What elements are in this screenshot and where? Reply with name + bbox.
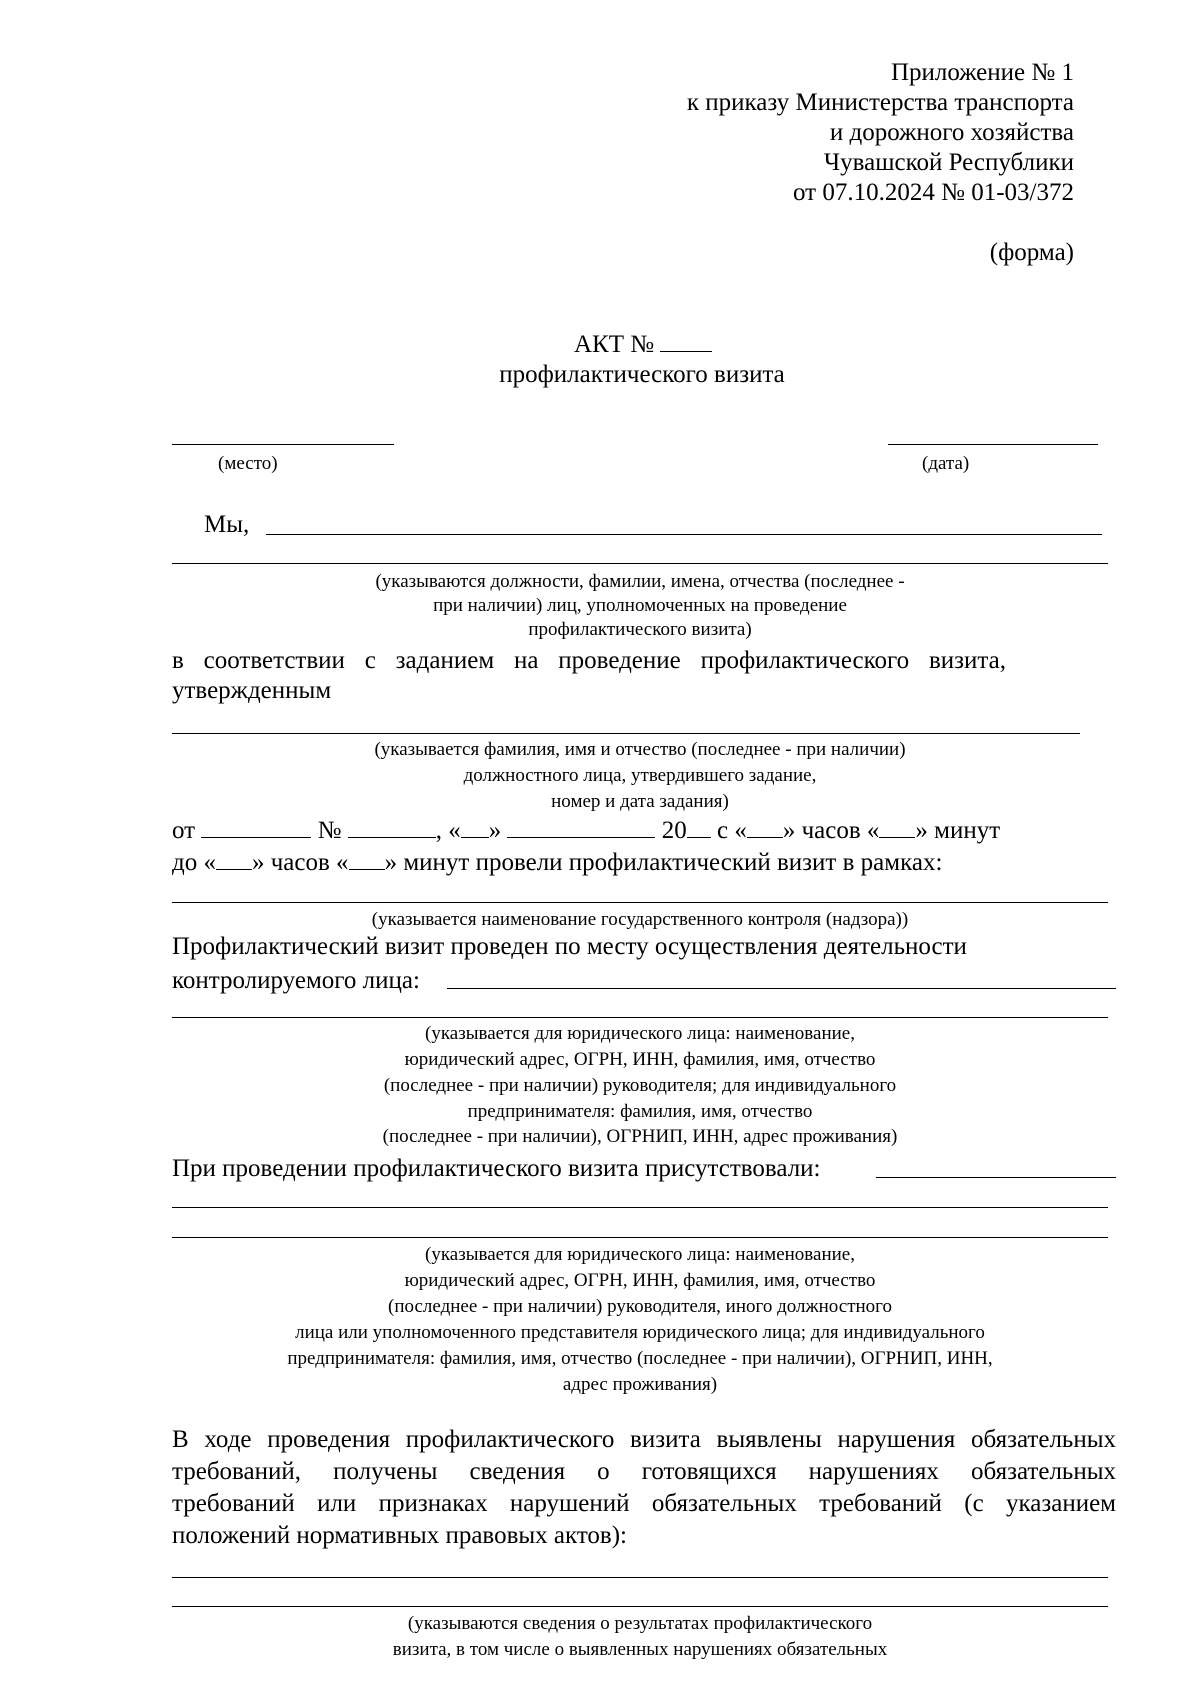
violations-text: требований, получены сведения о готовящихся нарушениях обязательных	[172, 1458, 1116, 1485]
caption-line: (последнее - при наличии), ОГРНИП, ИНН, адрес проживания)	[382, 1126, 898, 1147]
caption-line: номер и дата задания)	[551, 791, 729, 812]
dates-line-2: до « » часов « » минут провели профилактический визит в рамках:	[172, 849, 943, 876]
caption-line: (указывается наименование государственного контроля (надзора))	[371, 909, 909, 930]
caption-line: должностного лица, утвердившего задание,	[463, 765, 817, 786]
caption-line: визита, в том числе о выявленных нарушениях обязательных	[392, 1639, 888, 1660]
present-label: При проведении профилактического визита присутствовали:	[172, 1155, 821, 1182]
form-label: (форма)	[989, 239, 1074, 266]
approver-line	[172, 733, 1080, 734]
task-text: утвержденным	[172, 677, 332, 704]
caption-line: профилактического визита)	[528, 619, 752, 640]
caption-line: юридический адрес, ОГРН, ИНН, фамилия, имя, отчество	[404, 1270, 876, 1291]
violations-text: В ходе проведения профилактического визита выявлены нарушения обязательных	[172, 1426, 1116, 1453]
caption-line: предпринимателя: фамилия, имя, отчество (последнее - при наличии), ОГРНИП, ИНН,	[287, 1348, 993, 1369]
dates-line: от № , « » 20 с « » часов « » минут	[172, 817, 1001, 844]
persons-line-2	[172, 563, 1108, 564]
order-line: к приказу Министерства транспорта	[686, 89, 1074, 116]
caption-line: при наличии) лиц, уполномоченных на проведение	[433, 595, 847, 616]
present-line	[876, 1177, 1116, 1178]
results-line-2	[172, 1606, 1108, 1607]
present-line-2	[172, 1207, 1108, 1208]
violations-text: требований или признаках нарушений обязательных требований (с указанием	[172, 1490, 1116, 1517]
caption-line: адрес проживания)	[562, 1374, 718, 1395]
visit-place-text: Профилактический визит проведен по месту осуществления деятельности	[172, 933, 967, 960]
violations-text: положений нормативных правовых актов):	[172, 1522, 628, 1549]
caption-line: лица или уполномоченного представителя юридического лица; для индивидуального	[295, 1322, 985, 1343]
task-text: в соответствии с заданием на проведение профилактического визита,	[172, 647, 1006, 674]
present-line-3	[172, 1237, 1108, 1238]
we-label: Мы,	[204, 511, 250, 538]
caption-line: юридический адрес, ОГРН, ИНН, фамилия, имя, отчество	[404, 1049, 876, 1070]
caption-line: (последнее - при наличии) руководителя, иного должностного	[388, 1296, 892, 1317]
persons-line	[266, 534, 1102, 535]
caption-line: (указывается фамилия, имя и отчество (последнее - при наличии)	[374, 739, 906, 760]
caption-line: (указываются сведения о результатах профилактического	[407, 1613, 873, 1634]
act-subtitle: профилактического визита	[499, 361, 785, 388]
caption-line: (последнее - при наличии) руководителя; для индивидуального	[383, 1075, 897, 1096]
caption-line: (указывается для юридического лица: наименование,	[425, 1244, 855, 1265]
caption-line: (указывается для юридического лица: наименование,	[425, 1023, 855, 1044]
annex-number: Приложение № 1	[890, 59, 1074, 86]
caption-line: предпринимателя: фамилия, имя, отчество	[467, 1101, 813, 1122]
results-line	[172, 1577, 1108, 1578]
visit-place-line-2	[172, 1017, 1108, 1018]
act-title: АКТ №	[574, 332, 712, 357]
control-line	[172, 902, 1108, 903]
visit-place-label: контролируемого лица:	[172, 967, 420, 994]
order-line: Чувашской Республики	[823, 149, 1074, 176]
caption-line: (указываются должности, фамилии, имена, отчества (последнее -	[375, 571, 905, 592]
date-line	[888, 444, 1098, 445]
place-caption: (место)	[218, 453, 278, 474]
date-caption: (дата)	[922, 453, 970, 474]
order-line: и дорожного хозяйства	[829, 119, 1074, 146]
order-date: от 07.10.2024 № 01-03/372	[793, 179, 1074, 206]
visit-place-line	[447, 988, 1116, 989]
place-line	[172, 444, 394, 445]
